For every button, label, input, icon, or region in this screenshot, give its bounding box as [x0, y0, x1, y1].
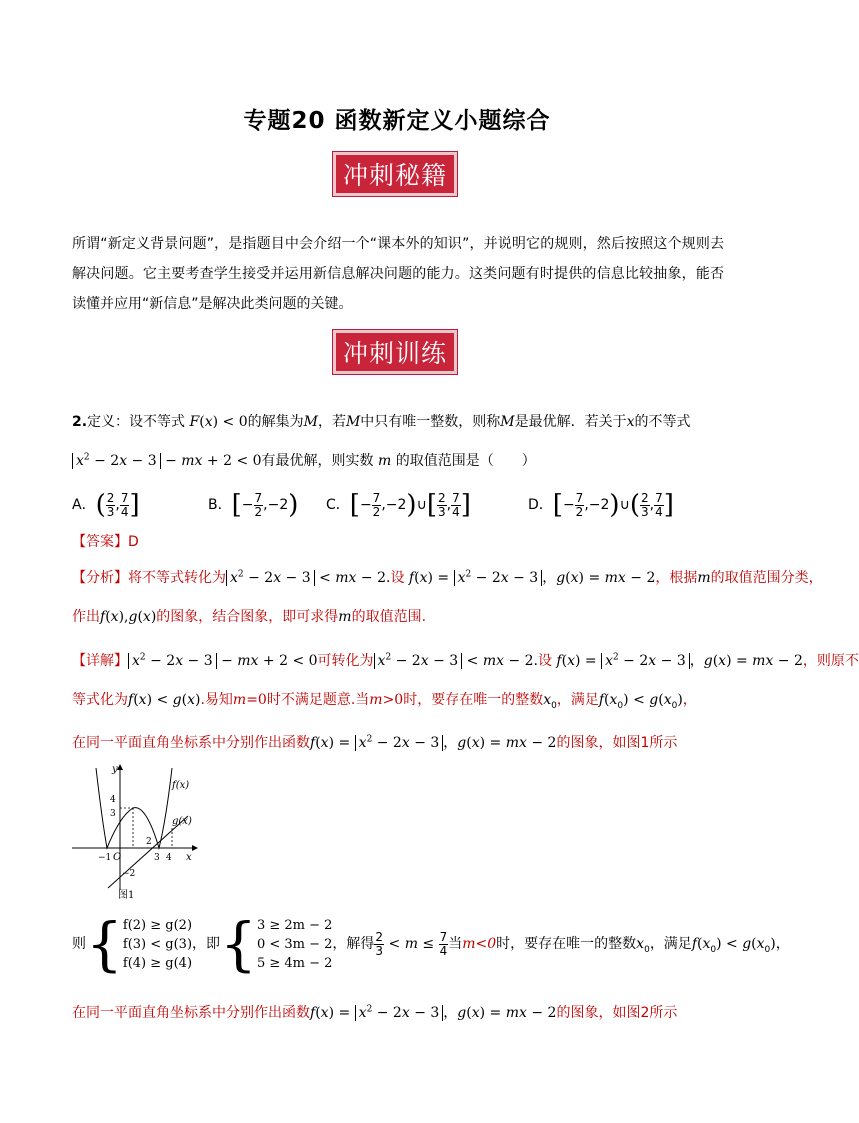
option-label: A． — [72, 497, 96, 513]
detail-text: 可转化为 — [317, 653, 374, 669]
question-line-2: $x^2 - 2x - 3$ − mx + 2 < 0有最优解，则实数 m 的取值范围是（ ） — [72, 450, 536, 470]
analysis-text: 将不等式转化为 — [128, 570, 226, 586]
question-text: 的取值范围是（ ） — [395, 453, 536, 469]
x-label: x — [186, 852, 192, 863]
question-text: ，若 — [317, 414, 346, 430]
question-text: 是最优解．若关于 — [514, 414, 627, 430]
system-rest: 时，要存在唯一的整数 — [496, 936, 637, 952]
option-label: D． — [528, 497, 553, 513]
g-label: g(x) — [172, 816, 192, 827]
option-b[interactable]: B．[− $\frac{7}{2}$ ,−2) — [208, 490, 299, 520]
y-label: y — [112, 764, 118, 775]
detail-text: 在同一平面直角坐标系中分别作出函数 — [72, 735, 310, 751]
analysis-line-2: 作出f(x),g(x)的图象，结合图象，即可求得m的取值范围. — [72, 609, 427, 625]
question-text: 定义：设不等式 — [87, 414, 186, 430]
tick-y-4: 4 — [110, 795, 116, 805]
system-row: f(4) ≥ g(4) — [122, 955, 193, 971]
system-cond: m<0 — [462, 936, 497, 952]
detail-text: 等式化为 — [72, 692, 128, 708]
detail-text: 的图象，如图1所示 — [556, 735, 678, 751]
detail-line-1: 【详解】 $x^2 - 2x - 3$ − mx + 2 < 0可转化为 $x^2 - 2x - 3$ < mx − 2.设 $f(x) = x^2 - 2x - 3$ ，g(x) = mx − 2，则原不 — [72, 652, 859, 669]
analysis-text: 的图象，结合图象，即可求得 — [156, 609, 339, 625]
option-label: C． — [326, 497, 350, 513]
detail-text: 时不满足题意.当 — [266, 692, 370, 708]
tick-y-2: 2 — [146, 837, 152, 847]
detail-label: 【详解】 — [72, 653, 128, 669]
detail-line-2: 等式化为f(x) < g(x).易知m=0时不满足题意.当m>0时，要存在唯一的整数$x_0$，满足$f(x_0) < g(x_0)$， — [72, 692, 697, 711]
page-title: 专题20 函数新定义小题综合 — [243, 108, 551, 134]
option-a[interactable]: A．( $\frac{2}{3}$ , $\frac{7}{4}$ ] — [72, 490, 140, 520]
last-line: 在同一平面直角坐标系中分别作出函数$f(x) = x^2 - 2x - 3$ ，g(x) = mx − 2的图象，如图2所示 — [72, 1004, 678, 1021]
analysis-text: ，根据 — [655, 570, 698, 586]
section-banner-tips: 冲刺秘籍 — [333, 152, 457, 196]
system-mid: ，即 — [192, 936, 221, 952]
answer-label: 【答案】 — [72, 534, 128, 550]
tick-y-neg2: −2 — [122, 869, 136, 879]
system-row: f(2) ≥ g(2) — [122, 917, 193, 933]
question-line-1: 2.定义：设不等式 F(x) < 0的解集为M，若M中只有唯一整数，则称M是最优解．若关于x的不等式 — [72, 414, 691, 430]
question-text: 的解集为 — [247, 414, 304, 430]
question-number: 2. — [72, 414, 88, 430]
answer-value: D — [128, 534, 139, 550]
last-text: 的图象，如图2所示 — [556, 1005, 678, 1021]
analysis-line-1: 【分析】将不等式转化为 $x^2 - 2x - 3$ < mx − 2.设 $f(x) = x^2 - 2x - 3$ ，g(x) = mx − 2，根据m的取值范围分类， — [72, 569, 823, 586]
option-label: B． — [208, 497, 232, 513]
f-label: f(x) — [172, 780, 190, 791]
analysis-text: 的取值范围分类， — [710, 570, 823, 586]
answer-line — [72, 531, 139, 551]
f-curve — [96, 768, 172, 848]
system-satisfy: ，满足 — [649, 936, 692, 952]
system-left — [123, 916, 192, 973]
section-banner-training: 冲刺训练 — [333, 330, 457, 374]
system-line: 则{ f(2) ≥ g(2) f(3) < g(3) f(4) ≥ g(4) ，即{ 3 ≥ 2m − 2 0 < 3m − 2 5 ≥ 4m − 2 ，解得 $\frac{2}{3}$ < m ≤ $\frac{7}{4}$ 当m<0时，要存在唯一的整数$x_0$，满足$f(x_0) < g(x_0)$， — [72, 910, 790, 978]
tick-x-3: 3 — [154, 853, 160, 863]
question-text: 的不等式 — [634, 414, 691, 430]
system-row: 0 < 3m − 2 — [256, 936, 333, 952]
question-text: 中只有唯一整数，则称 — [360, 414, 501, 430]
option-c[interactable]: C．[− $\frac{7}{2}$ ,−2)∪[ $\frac{2}{3}$ , $\frac{7}{4}$ ] — [326, 490, 471, 520]
detail-text: 时，要存在唯一的整数 — [403, 692, 544, 708]
detail-text: ，满足 — [556, 692, 599, 708]
analysis-text: 设 — [390, 570, 405, 586]
system-row: 3 ≥ 2m − 2 — [256, 917, 333, 933]
analysis-text: 作出 — [72, 609, 100, 625]
detail-text: ，则原不 — [802, 653, 859, 669]
system-when: 当 — [448, 936, 463, 952]
system-row: f(3) < g(3) — [122, 936, 193, 952]
system-solve: ，解得 — [332, 936, 375, 952]
analysis-label: 【分析】 — [72, 570, 128, 586]
detail-line-3: 在同一平面直角坐标系中分别作出函数$f(x) = x^2 - 2x - 3$ ，g(x) = mx − 2的图象，如图1所示 — [72, 734, 678, 751]
system-row: 5 ≥ 4m − 2 — [256, 955, 333, 971]
system-right — [257, 916, 332, 973]
analysis-text: 的取值范围. — [351, 609, 427, 625]
option-d[interactable]: D．[− $\frac{7}{2}$ ,−2)∪( $\frac{2}{3}$ , $\frac{7}{4}$ ] — [528, 490, 674, 520]
origin-label: O — [113, 852, 122, 863]
tick-x-4: 4 — [166, 853, 172, 863]
detail-text: 设 — [537, 653, 552, 669]
figure-caption: 图1 — [118, 890, 135, 901]
system-prefix: 则 — [72, 936, 86, 952]
tick-x-neg1: −1 — [98, 853, 112, 863]
detail-text: .易知 — [200, 692, 233, 708]
last-text: 在同一平面直角坐标系中分别作出函数 — [72, 1005, 310, 1021]
question-text: 有最优解，则实数 — [261, 453, 374, 469]
intro-paragraph: 所谓“新定义背景问题”，是指题目中会介绍一个“课本外的知识”，并说明它的规则，然后按照这个规则去解决问题。它主要考查学生接受并运用新信息解决问题的能力。这类问题有时提供的信息比较抽象，能否读懂并应用“新信息”是解决此类问题的关键。 — [72, 236, 724, 312]
figure-1 — [68, 760, 208, 900]
tick-y-3: 3 — [110, 809, 116, 819]
